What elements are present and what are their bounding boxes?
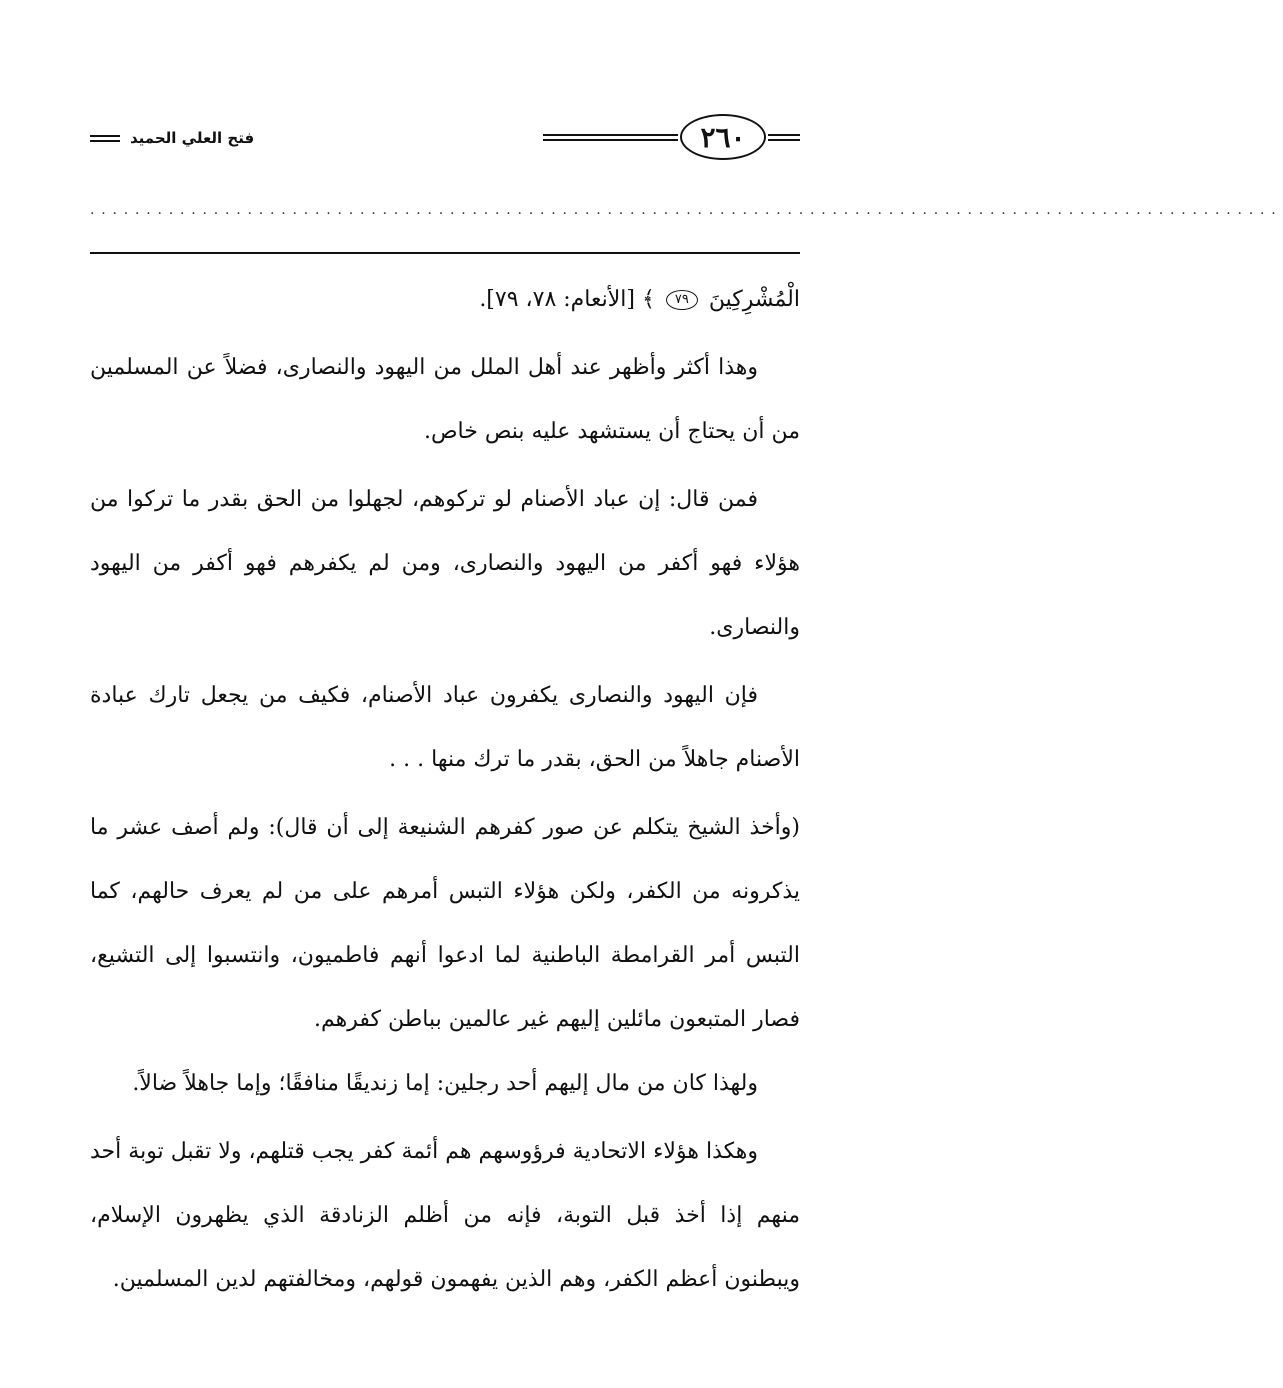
page-number: ٢٦٠ [680, 114, 766, 160]
paragraph: فمن قال: إن عباد الأصنام لو تركوهم، لجهلوا من الحق بقدر ما تركوا من هؤلاء فهو أكفر من اليهود والنصارى، ومن لم يكفرهم فهو أكفر من اليهود والنصارى. [90, 487, 800, 640]
page-number-rule-right [768, 134, 800, 141]
verse-word: الْمُشْرِكِينَ [708, 287, 800, 312]
page-header [90, 112, 800, 162]
title-rule [90, 135, 120, 142]
separator-line [90, 252, 800, 254]
verse-continuation [90, 268, 800, 332]
page-number-rule-left [543, 134, 678, 141]
paragraph: وهكذا هؤلاء الاتحادية فرؤوسهم هم أئمة كفر يجب قتلهم، ولا تقبل توبة أحد منهم إذا أخذ قبل التوبة، فإنه من أظلم الزنادقة الذي يظهرون الإسلام، ويبطنون أعظم الكفر، وهم الذين يفهمون قولهم، ومخالفتهم لدين المسلمين. [90, 1139, 800, 1292]
dotted-separator: .......................................................................................................... [90, 202, 1283, 218]
running-title [90, 120, 254, 156]
paragraph: فإن اليهود والنصارى يكفرون عباد الأصنام، فكيف من يجعل تارك عبادة الأصنام جاهلاً من الحق، بقدر ما ترك منها . . . [90, 683, 800, 772]
paragraph: (وأخذ الشيخ يتكلم عن صور كفرهم الشنيعة إلى أن قال): ولم أصف عشر ما يذكرونه من الكفر، ولكن هؤلاء التبس أمرهم على من لم يعرف حالهم، كما التبس أمر القرامطة الباطنية لما ادعوا أنهم فاطميون، وانتسبوا إلى التشيع، فصار المتبعون مائلين إليهم غير عالمين بباطن كفرهم. [90, 815, 800, 1032]
verse-number-mark: ٧٩ [666, 290, 698, 310]
book-title: فتح العلي الحميد [130, 129, 255, 147]
verse-citation: ﴾ [الأنعام: ٧٨، ٧٩]. [479, 287, 655, 312]
paragraph: وهذا أكثر وأظهر عند أهل الملل من اليهود والنصارى، فضلاً عن المسلمين من أن يحتاج أن يستشهد عليه بنص خاص. [90, 355, 800, 444]
paragraph: ولهذا كان من مال إليهم أحد رجلين: إما زنديقًا منافقًا؛ وإما جاهلاً ضالاً. [132, 1071, 758, 1096]
page-number-block [543, 112, 800, 162]
page-body [90, 268, 800, 1312]
